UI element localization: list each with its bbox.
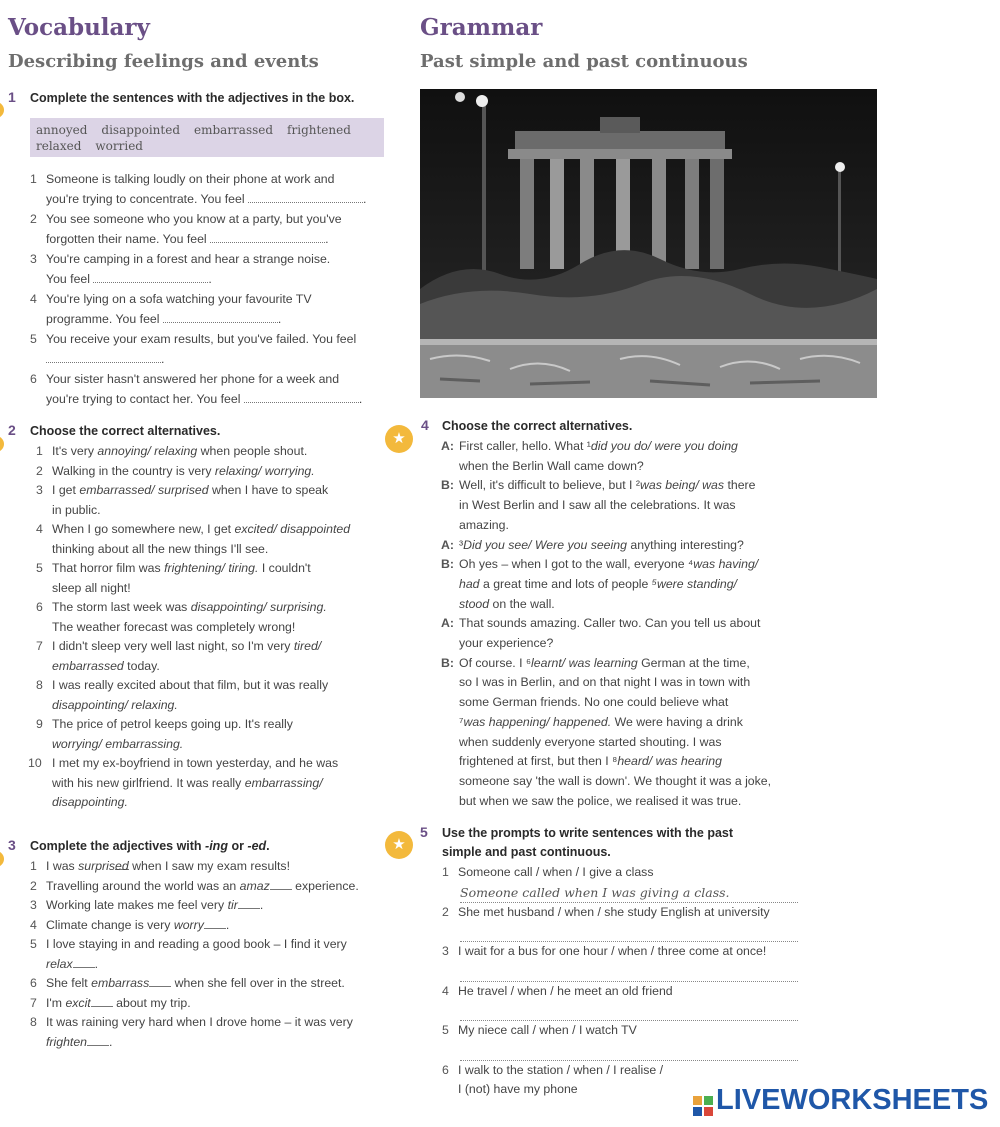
star-icon: ★: [385, 425, 413, 453]
dialogue-line: [441, 634, 841, 654]
item-line: [36, 481, 396, 501]
item-text: The weather forecast was completely wrong!: [52, 619, 296, 634]
item-number: 5: [30, 332, 37, 346]
item-text: in public.: [52, 502, 101, 517]
item-text: I didn't sleep very well last night, so I'm very: [52, 639, 294, 653]
item-text: She felt: [46, 976, 92, 990]
item-line: [30, 310, 390, 330]
prompt-text: My niece call / when / I watch TV: [458, 1023, 637, 1037]
item-text: You're camping in a forest and hear a strange noise.: [46, 252, 331, 266]
item-text: Your sister hasn't answered her phone for a week and: [46, 372, 340, 386]
item-text: You see someone who you know at a party, but you've: [46, 212, 342, 226]
dialogue-text: We were having a drink: [611, 714, 743, 729]
dialogue-text: frightened at first, but then I ⁸: [459, 754, 618, 769]
exercise-4-number: 4: [421, 417, 429, 433]
dialogue-line: [441, 476, 841, 496]
alternatives[interactable]: Did you see/ Were you seeing: [463, 537, 627, 552]
exercise-2-list: [28, 442, 396, 813]
alternatives[interactable]: embarrassing/: [244, 775, 323, 790]
adjective-stem: worry: [173, 917, 204, 932]
dialogue-line: [441, 792, 841, 812]
item-line: [36, 462, 396, 482]
answer-blank[interactable]: [244, 390, 359, 403]
speaker-label: B:: [441, 557, 454, 572]
item-text: I couldn't: [258, 561, 311, 575]
item-line: [30, 916, 400, 936]
item-text: .: [94, 956, 99, 971]
item-line: [36, 559, 396, 579]
item-number: 3: [30, 252, 37, 266]
alternatives[interactable]: was happening/ happened.: [463, 714, 612, 729]
item-line: [36, 501, 396, 521]
item-number: 5: [36, 561, 43, 575]
dialogue-line: [441, 555, 841, 575]
word-box-item: annoyed: [36, 123, 88, 137]
dialogue-text: when the Berlin Wall came down?: [459, 458, 644, 473]
answer-line[interactable]: [460, 922, 798, 942]
item-number: 4: [30, 292, 37, 306]
item-punct: .: [362, 191, 367, 206]
item-text: when people shout.: [197, 444, 308, 458]
alternatives[interactable]: stood: [459, 596, 490, 611]
list-item: [30, 370, 390, 409]
item-number: 4: [442, 983, 449, 998]
prompt-text: Someone call / when / I give a class: [458, 865, 654, 879]
speaker-label: A:: [441, 616, 454, 631]
exercise-5-title-line2: simple and past continuous.: [442, 845, 611, 859]
dialogue-text: ³: [459, 537, 464, 552]
dialogue-text: anything interesting?: [626, 537, 744, 552]
item-text: Working late makes me feel very: [46, 898, 228, 912]
item-line: [36, 579, 396, 599]
answer-blank[interactable]: [46, 350, 161, 363]
prompt-text: She met husband / when / she study English at university: [458, 904, 770, 919]
answer-line[interactable]: [460, 1001, 798, 1021]
item-line: [30, 994, 400, 1014]
item-number: 4: [30, 917, 37, 932]
answer-blank[interactable]: [204, 916, 226, 929]
answer-blank[interactable]: [270, 877, 292, 890]
item-text: you're trying to contact her. You feel: [46, 391, 244, 406]
alternatives[interactable]: did you do/ were you doing: [590, 439, 738, 453]
alternatives[interactable]: ⁵were standing/: [651, 576, 737, 591]
item-number: 10: [28, 756, 42, 770]
answer-blank[interactable]: [91, 994, 113, 1007]
alternatives[interactable]: worrying/ embarrassing.: [52, 736, 184, 751]
adjective-stem: tir: [227, 898, 238, 912]
alternatives[interactable]: embarrassed: [52, 658, 124, 673]
item-text: when I have to speak: [208, 483, 329, 497]
dialogue-text: someone say 'the wall is down'. We thought it was a joke,: [459, 773, 772, 788]
item-text: when I saw my exam results!: [128, 859, 290, 873]
dialogue-text: when suddenly everyone started shouting. I was: [459, 734, 722, 749]
item-number: 7: [36, 639, 43, 653]
item-text: Climate change is very: [46, 917, 174, 932]
exercise-5-number: 5: [420, 824, 428, 840]
alternatives[interactable]: disappointing/ surprising.: [190, 600, 327, 614]
item-text: I'm: [46, 995, 66, 1010]
exercise-1-title: Complete the sentences with the adjectives in the box.: [30, 91, 355, 105]
item-text: thinking about all the new things I'll see.: [52, 541, 269, 556]
item-line: [36, 598, 396, 618]
item-text: When I go somewhere new, I get: [52, 522, 235, 536]
dialogue-text: Well, it's difficult to believe, but I ²: [459, 478, 640, 493]
alternatives[interactable]: disappointing/ relaxing.: [52, 697, 178, 712]
answer-blank[interactable]: [238, 896, 260, 909]
item-line: [30, 1033, 400, 1053]
alternatives[interactable]: had: [459, 576, 480, 591]
item-number: 8: [36, 678, 43, 692]
adjective-stem: amaz: [239, 878, 270, 893]
dialogue-text: Oh yes – when I got to the wall, everyone ⁴: [459, 557, 694, 572]
item-number: 3: [442, 944, 449, 958]
alternatives[interactable]: was being/ was: [639, 478, 725, 493]
speaker-label: A:: [441, 439, 454, 453]
exercise-1-list: [30, 170, 390, 410]
dialogue-text: in West Berlin and I saw all the celebrations. It was: [459, 498, 736, 513]
grammar-heading: Grammar: [420, 14, 543, 41]
dialogue-text: so I was in Berlin, and on that night I was in town with: [459, 675, 751, 690]
dialogue-line: [441, 713, 841, 733]
item-text: about my trip.: [112, 995, 191, 1010]
word-box-item: relaxed: [36, 139, 82, 153]
liveworksheets-logo-text: LIVEWORKSHEETS: [716, 1084, 989, 1116]
item-line: [36, 618, 396, 638]
alternatives[interactable]: annoying/ relaxing: [97, 444, 198, 458]
item-number: 2: [36, 463, 43, 478]
item-number: 2: [30, 212, 37, 226]
prompt-line: [442, 1061, 802, 1081]
item-number: 1: [30, 859, 37, 873]
alternatives[interactable]: was having/: [693, 557, 759, 572]
item-line: [30, 390, 390, 410]
item-line: [30, 857, 400, 877]
item-number: 2: [30, 878, 37, 893]
item-line: [30, 877, 400, 897]
item-line: [30, 290, 390, 310]
item-line: [30, 955, 400, 975]
item-number: 3: [30, 898, 37, 912]
alternatives[interactable]: disappointing.: [52, 795, 128, 809]
exercise-2-number: 2: [8, 422, 16, 438]
item-line: [36, 793, 396, 813]
alternatives[interactable]: tired/: [293, 639, 322, 653]
dialogue-line: [441, 693, 841, 713]
item-line: [36, 637, 396, 657]
item-number: 6: [30, 372, 37, 386]
item-text: The storm last week was: [52, 600, 191, 614]
item-line: [30, 170, 390, 190]
prompt-text: I walk to the station / when / I realise /: [458, 1062, 664, 1077]
item-line: [28, 754, 396, 774]
answer-blank[interactable]: [163, 310, 278, 323]
dialogue-text: German at the time,: [637, 655, 750, 670]
answer-blank[interactable]: ed: [115, 859, 129, 873]
dialogue-line: [441, 673, 841, 693]
prompt-line: [442, 863, 802, 883]
dialogue-text: First caller, hello. What ¹: [459, 439, 591, 453]
item-line: [30, 370, 390, 390]
item-text: I was really excited about that film, but it was really: [52, 678, 329, 692]
exercise-5-list: [442, 863, 802, 1100]
prompt-line: [442, 982, 802, 1002]
dialogue-line: [441, 733, 841, 753]
item-text: I was: [46, 859, 79, 873]
list-item: [30, 210, 390, 249]
item-line: [30, 230, 390, 250]
answer-blank[interactable]: [248, 190, 363, 203]
dialogue-line: [441, 614, 841, 634]
dialogue-line: [441, 536, 841, 556]
answer-blank[interactable]: [93, 270, 208, 283]
adjective-stem: surpris: [78, 859, 116, 873]
item-text: Someone is talking loudly on their phone at work and: [46, 172, 335, 186]
item-line: [30, 250, 390, 270]
dialogue-line: [441, 595, 841, 615]
prompt-text: I wait for a bus for one hour / when / three come at once!: [458, 944, 767, 958]
item-number: 3: [36, 483, 43, 497]
item-line: [30, 935, 400, 955]
item-text: You feel: [46, 271, 94, 286]
adjective-stem: excit: [65, 995, 91, 1010]
item-number: 2: [442, 904, 449, 919]
star-badge-partial: [0, 102, 4, 118]
item-text: You receive your exam results, but you've failed. You feel: [46, 332, 357, 346]
answer-blank[interactable]: [149, 974, 171, 987]
item-line: [30, 270, 390, 290]
item-line: [36, 520, 396, 540]
dialogue-line: [441, 654, 841, 674]
item-number: 4: [36, 522, 43, 536]
item-number: 1: [36, 444, 43, 458]
item-text: Travelling around the world was an: [46, 878, 240, 893]
item-line: [36, 696, 396, 716]
item-text: I get: [52, 483, 80, 497]
word-box-item: frightened: [287, 123, 351, 137]
speaker-label: A:: [441, 537, 454, 552]
dialogue-text: ⁷: [459, 714, 464, 729]
dialogue-text: Of course. I ⁶: [459, 655, 532, 670]
alternatives[interactable]: frightening/ tiring.: [164, 561, 259, 575]
speaker-label: B:: [441, 478, 454, 493]
item-text: I met my ex-boyfriend in town yesterday, and he was: [52, 756, 339, 770]
item-text: forgotten their name. You feel: [46, 231, 211, 246]
item-text: with his new girlfriend. It was really: [52, 775, 245, 790]
grammar-subheading: Past simple and past continuous: [420, 51, 748, 72]
exercise-2-title: Choose the correct alternatives.: [30, 424, 221, 438]
dialogue-text: amazing.: [459, 517, 509, 532]
item-line: [30, 210, 390, 230]
item-punct: .: [325, 231, 329, 246]
item-number: 1: [30, 172, 37, 186]
prompt-text: He travel / when / he meet an old friend: [458, 983, 673, 998]
answer-line[interactable]: [460, 962, 798, 982]
list-item: [30, 250, 390, 289]
dialogue-line: [441, 496, 841, 516]
item-number: 5: [30, 937, 37, 951]
item-line: [36, 676, 396, 696]
item-text: .: [225, 917, 230, 932]
item-number: 1: [442, 865, 449, 879]
item-text: .: [259, 898, 264, 912]
answer-line[interactable]: [460, 1041, 798, 1061]
answer-blank[interactable]: [73, 955, 95, 968]
dialogue-text: some German friends. No one could believe what: [459, 695, 729, 710]
liveworksheets-logo-icon: [693, 1091, 713, 1111]
item-text: you're trying to concentrate. You feel: [46, 191, 248, 206]
alternatives[interactable]: relaxing/ worrying.: [214, 463, 315, 478]
item-punct: .: [208, 271, 212, 286]
prompt-line: [442, 1021, 802, 1041]
prompt-text: I (not) have my phone: [458, 1082, 578, 1096]
alternatives[interactable]: embarrassed/ surprised: [79, 483, 209, 497]
item-text: today.: [123, 658, 160, 673]
item-text: .: [109, 1034, 113, 1049]
dialogue-text: a great time and lots of people: [479, 576, 652, 591]
dialogue-text: there: [724, 478, 756, 493]
alternatives[interactable]: heard/ was hearing: [617, 754, 722, 769]
item-punct: .: [161, 351, 165, 366]
item-text: I love staying in and reading a good book – I find it very: [46, 937, 347, 951]
star-badge-partial: [0, 436, 4, 452]
item-number: 6: [442, 1062, 449, 1077]
list-item: [30, 170, 390, 209]
item-line: [36, 442, 396, 462]
list-item: [30, 330, 390, 369]
item-line: [36, 540, 396, 560]
item-text: It's very: [52, 444, 98, 458]
item-line: [30, 350, 390, 370]
item-line: [30, 1013, 400, 1033]
item-text: experience.: [291, 878, 359, 893]
vocabulary-heading: Vocabulary: [8, 14, 150, 41]
exercise-3-number: 3: [8, 837, 16, 853]
adjective-stem: frighten: [46, 1034, 88, 1049]
item-text: sleep all night!: [52, 580, 131, 595]
adjective-stem: embarrass: [91, 976, 150, 990]
item-line: [36, 715, 396, 735]
dialogue-line: [441, 437, 841, 457]
word-box-item: embarrassed: [194, 123, 274, 137]
item-number: 7: [30, 995, 37, 1010]
exercise-4-title: Choose the correct alternatives.: [442, 419, 633, 433]
dialogue-text: your experience?: [459, 636, 554, 651]
item-number: 6: [36, 600, 43, 614]
exercise-5-title-line1: Use the prompts to write sentences with the past: [442, 826, 734, 840]
item-line: [30, 330, 390, 350]
berlin-wall-photo: [420, 89, 877, 398]
item-line: [36, 657, 396, 677]
list-item: [30, 290, 390, 329]
vocabulary-subheading: Describing feelings and events: [8, 51, 319, 72]
dialogue-text: on the wall.: [489, 596, 555, 611]
exercise-3-title: Complete the adjectives with -ing or -ed.: [30, 839, 270, 853]
exercise-3-list: [30, 857, 400, 1052]
dialogue-line: [441, 457, 841, 477]
item-number: 5: [442, 1023, 449, 1037]
item-text: That horror film was: [52, 561, 165, 575]
item-punct: .: [358, 391, 363, 406]
dialogue-line: [441, 516, 841, 536]
speaker-label: B:: [441, 655, 454, 670]
dialogue-line: [441, 575, 841, 595]
exercise-1-number: 1: [8, 89, 16, 105]
star-badge-partial: [0, 851, 4, 867]
adjective-stem: relax: [46, 956, 73, 971]
dialogue-text: That sounds amazing. Caller two. Can you tell us about: [459, 616, 761, 631]
item-line: [36, 774, 396, 794]
item-line: [30, 974, 400, 994]
alternatives[interactable]: excited/ disappointed: [234, 522, 351, 536]
exercise-4-dialogue: [441, 437, 841, 811]
item-text: It was raining very hard when I drove home – it was very: [46, 1015, 353, 1029]
dialogue-line: [441, 752, 841, 772]
dialogue-line: [441, 772, 841, 792]
item-number: 8: [30, 1015, 37, 1029]
item-text: The price of petrol keeps going up. It's really: [52, 717, 293, 731]
word-box-item: disappointed: [101, 123, 180, 137]
answer-line[interactable]: Someone called when I was giving a class.: [460, 883, 798, 903]
item-line: [30, 896, 400, 916]
word-box: [30, 118, 384, 157]
answer-blank[interactable]: [210, 230, 325, 243]
liveworksheets-logo: [693, 1084, 988, 1117]
item-line: [36, 735, 396, 755]
star-icon: ★: [385, 831, 413, 859]
prompt-line: [442, 903, 802, 923]
alternatives[interactable]: learnt/ was learning: [531, 655, 638, 670]
item-number: 9: [36, 717, 43, 731]
item-text: programme. You feel: [46, 311, 163, 326]
prompt-line: [442, 942, 802, 962]
item-text: You're lying on a sofa watching your favourite TV: [46, 292, 312, 306]
item-number: 6: [30, 976, 37, 990]
dialogue-text: but when we saw the police, we realised it was true.: [459, 793, 742, 808]
item-punct: .: [277, 311, 282, 326]
answer-blank[interactable]: [87, 1033, 109, 1046]
item-text: Walking in the country is very: [52, 463, 215, 478]
word-box-item: worried: [95, 139, 143, 153]
item-text: when she fell over in the street.: [171, 976, 345, 990]
item-line: [30, 190, 390, 210]
